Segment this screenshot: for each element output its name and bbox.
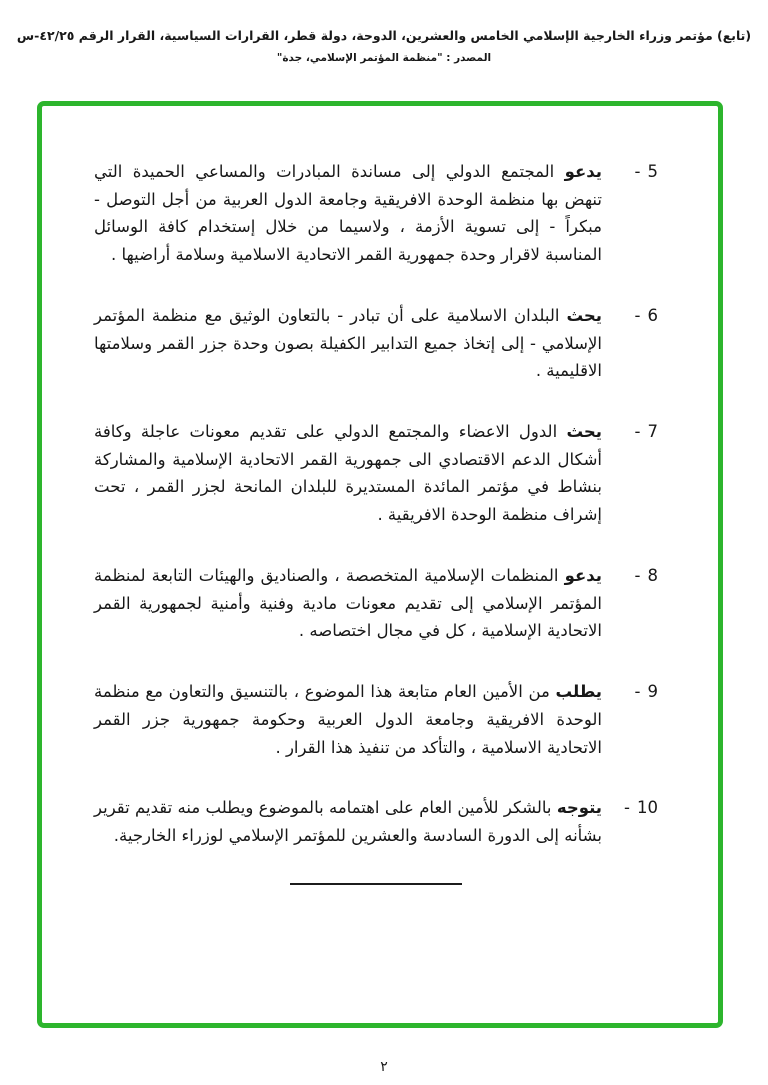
resolution-item-10 xyxy=(94,794,658,849)
item-number xyxy=(616,418,658,529)
item-number-dash: - xyxy=(634,565,641,585)
item-lead-word: يدعو xyxy=(564,162,602,181)
item-text xyxy=(94,418,602,529)
item-text xyxy=(94,794,602,849)
item-number-dash: - xyxy=(634,422,641,442)
item-number xyxy=(616,562,658,645)
page-number: ٢ xyxy=(380,1059,388,1075)
item-lead-word: يتوجه xyxy=(556,798,603,818)
item-number-digit: 5 xyxy=(647,162,658,181)
item-body-text: بالشكر للأمين العام على اهتمامه بالموضوع ويطلب منه تقديم تقرير بشأنه إلى الدورة السادسة والعشرين للمؤتمر الإسلامي لوزراء الخارجية. xyxy=(94,798,602,845)
item-number xyxy=(616,794,658,849)
item-lead-word: يحث xyxy=(566,422,602,442)
item-number-dash: - xyxy=(624,798,630,818)
item-number-digit: 10 xyxy=(637,798,658,818)
item-body-text: البلدان الاسلامية على أن تبادر - بالتعاون الوثيق مع منظمة المؤتمر الإسلامي - إلى إتخاذ جميع التدابير الكفيلة بصون وحدة جزر القمر وسلامتها الاقليمية . xyxy=(94,305,602,381)
item-number-dash: - xyxy=(634,682,641,702)
item-lead-word: يحث xyxy=(566,305,602,325)
resolution-item-6 xyxy=(94,302,658,385)
item-text xyxy=(94,302,602,385)
item-number-digit: 9 xyxy=(647,682,658,702)
document-header xyxy=(0,0,768,64)
item-text xyxy=(94,562,602,645)
item-number xyxy=(616,678,658,761)
header-title-line: (تابع) مؤتمر وزراء الخارجية الإسلامي الخامس والعشرين، الدوحة، دولة قطر، القرارات السياسية، القرار الرقم ٤٢/٢٥-س xyxy=(16,28,752,43)
header-source-line: المصدر : "منظمة المؤتمر الإسلامي، جدة" xyxy=(276,52,492,64)
item-lead-word: يطلب xyxy=(555,682,603,702)
item-body-text: المجتمع الدولي إلى مساندة المبادرات والمساعي الحميدة التي تنهض بها منظمة الوحدة الافريقية وجامعة الدول العربية من أجل التوصل - مبكراً - إلى تسوية الأزمة ، ولاسيما من خلال إستخدام كافة الوسائل المناسبة لاقرار وحدة جمهورية القمر الاتحادية الاسلامية وسلامة أراضيها . xyxy=(94,162,602,265)
resolution-item-5 xyxy=(94,158,658,269)
item-number-dash: - xyxy=(634,305,641,325)
resolution-item-8 xyxy=(94,562,658,645)
end-of-text-divider xyxy=(290,883,462,885)
item-number-digit: 7 xyxy=(647,422,658,442)
item-body-text: من الأمين العام متابعة هذا الموضوع ، بالتنسيق والتعاون مع منظمة الوحدة الافريقية وجامعة الدول العربية وحكومة جمهورية جزر القمر الاتحادية الاسلامية ، والتأكد من تنفيذ هذا القرار . xyxy=(94,682,602,757)
item-text xyxy=(94,678,602,761)
item-body-text: المنظمات الإسلامية المتخصصة ، والصناديق والهيئات التابعة لمنظمة المؤتمر الإسلامي إلى تقديم معونات مادية وفنية وأمنية لجمهورية القمر الاتحادية الإسلامية ، كل في مجال اختصاصه . xyxy=(94,565,602,641)
green-border-frame xyxy=(37,101,723,1028)
page-footer xyxy=(0,1059,768,1075)
item-lead-word: يدعو xyxy=(564,565,602,585)
item-number-digit: 8 xyxy=(647,565,658,585)
item-number-digit: 6 xyxy=(647,305,658,325)
item-body-text: الدول الاعضاء والمجتمع الدولي على تقديم معونات عاجلة وكافة أشكال الدعم الاقتصادي الى جمهورية القمر الاتحادية الإسلامية والمشاركة بنشاط في مؤتمر المائدة المستديرة للبلدان المانحة لجزر القمر ، تحت إشراف منظمة الوحدة الافريقية . xyxy=(94,422,602,525)
item-number xyxy=(616,158,658,269)
item-number xyxy=(616,302,658,385)
item-number-dash: - xyxy=(634,162,641,181)
resolution-item-7 xyxy=(94,418,658,529)
item-text xyxy=(94,158,602,269)
resolution-body xyxy=(42,106,718,885)
resolution-item-9 xyxy=(94,678,658,761)
